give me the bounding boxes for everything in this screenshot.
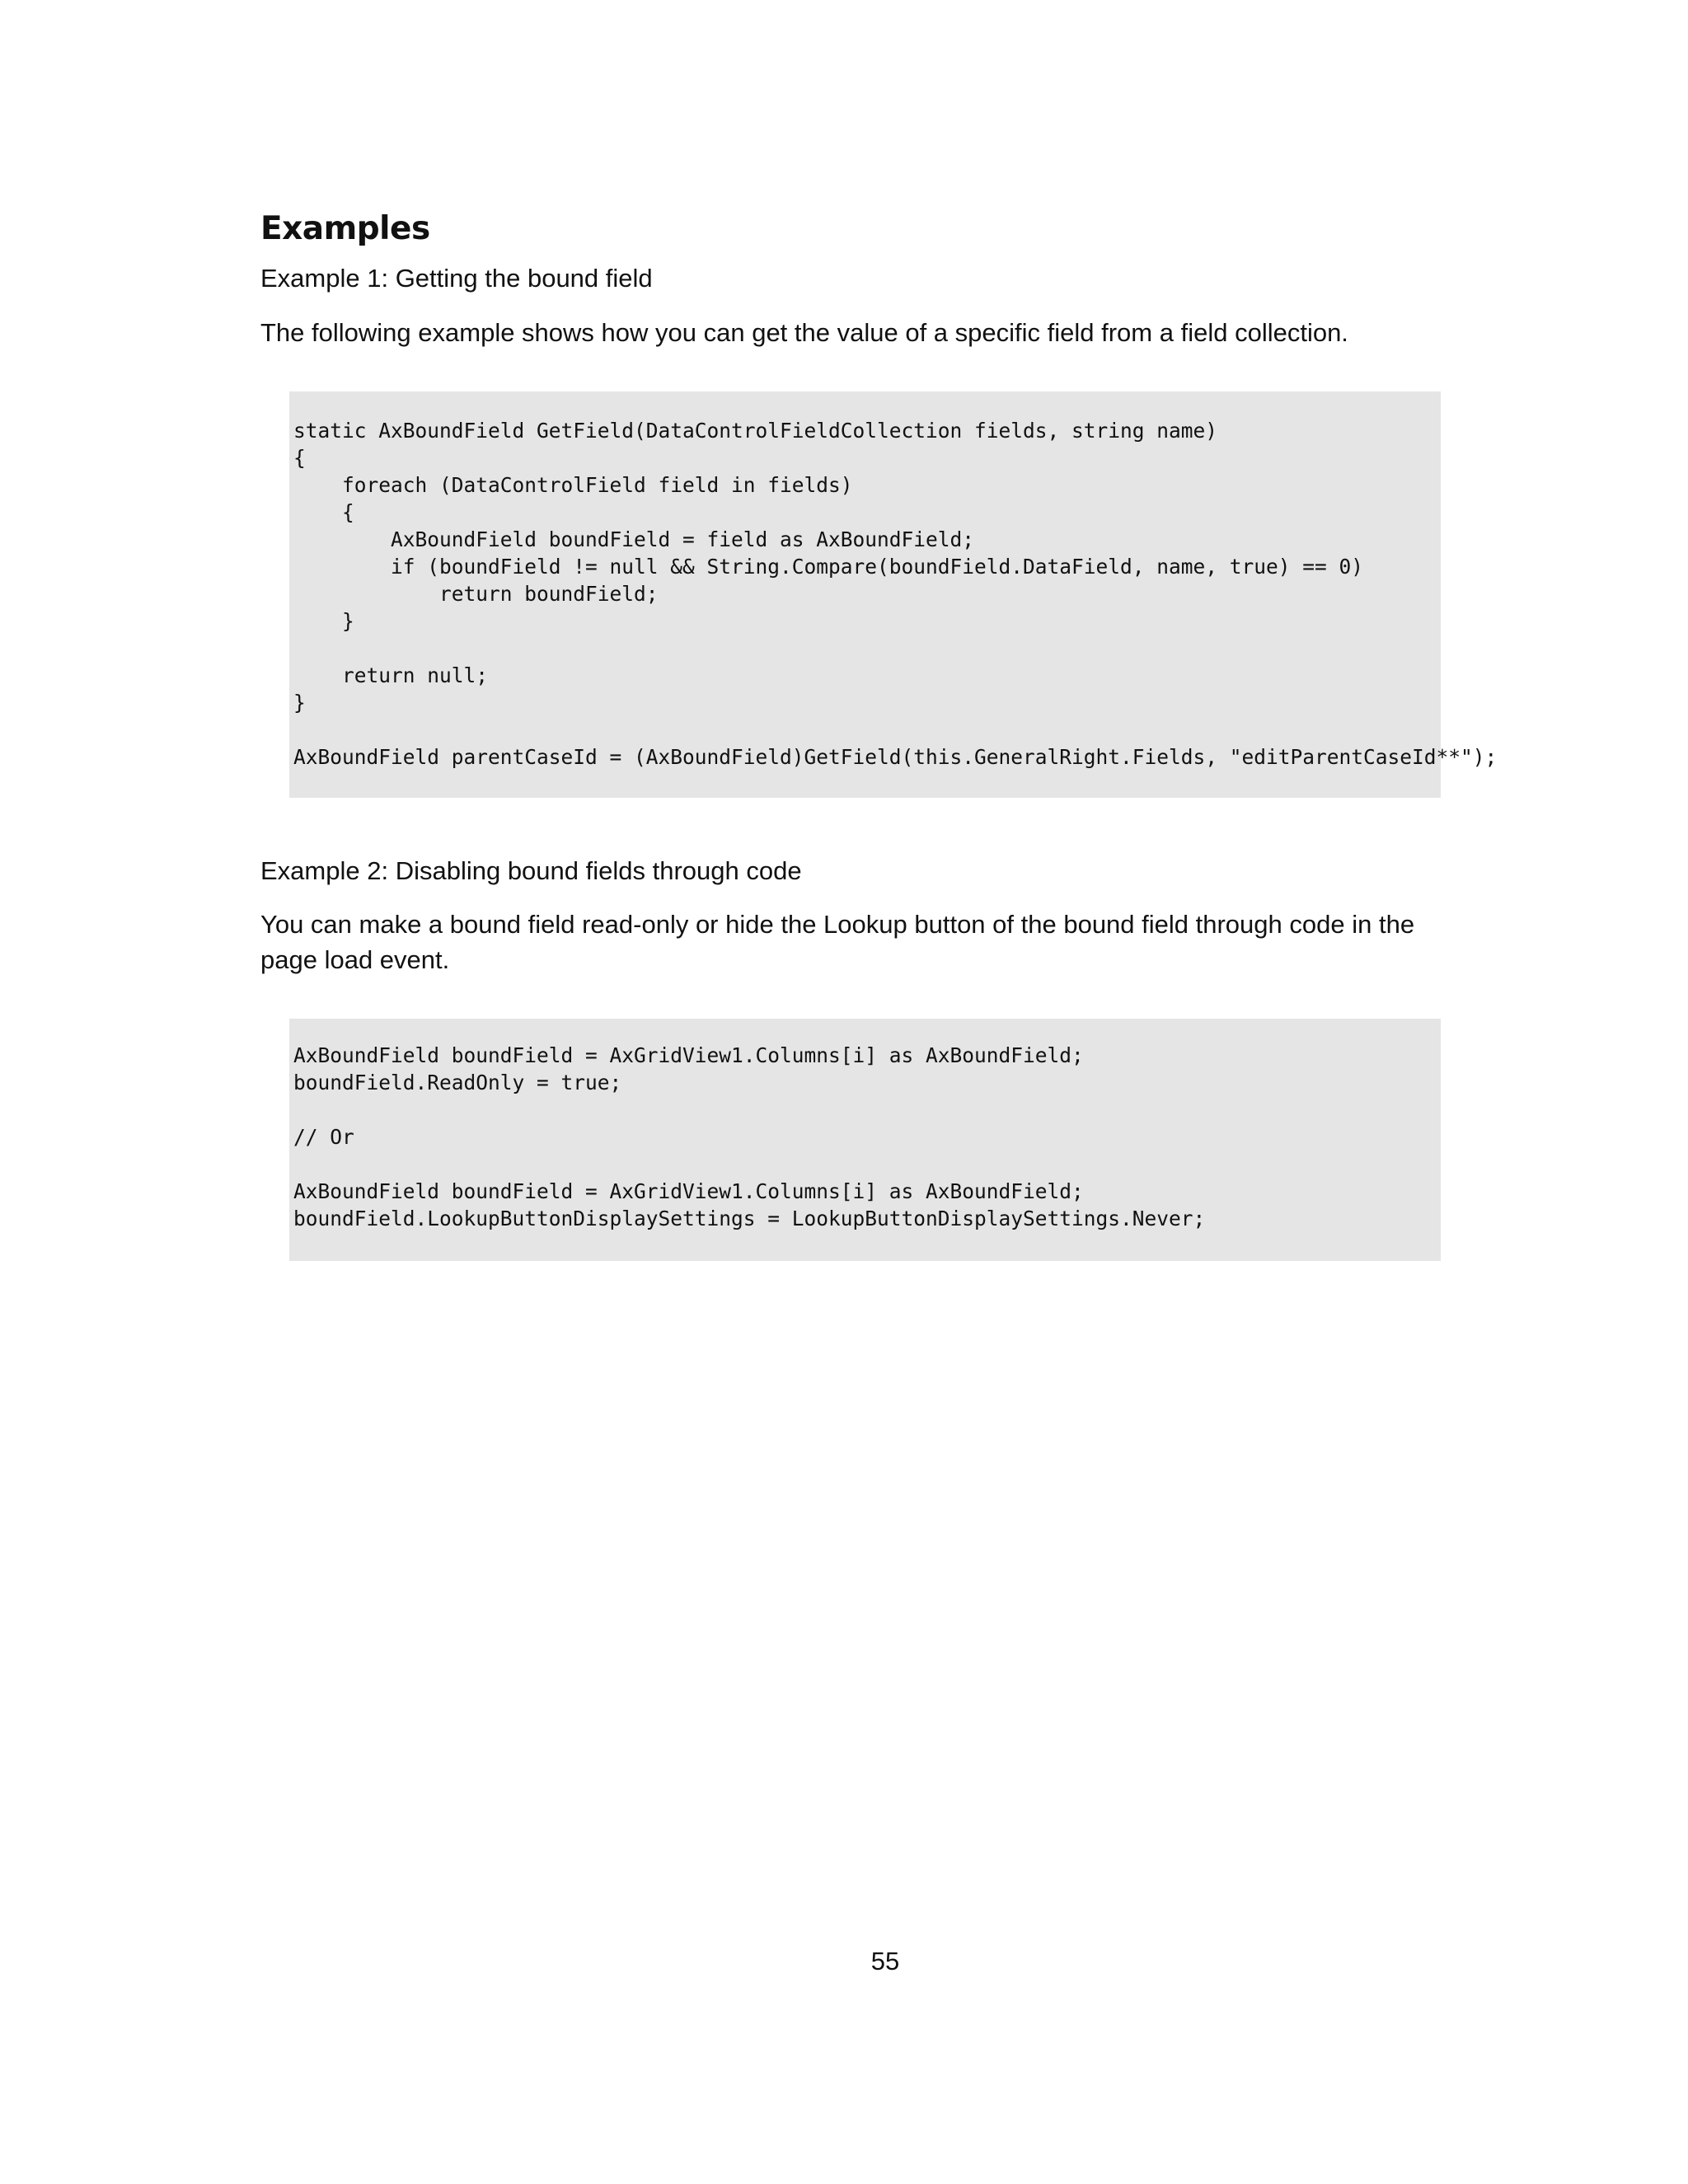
code-line: } xyxy=(293,691,306,715)
code-line: // Or xyxy=(293,1125,354,1149)
code-line: } xyxy=(293,609,354,633)
code-line: boundField.LookupButtonDisplaySettings = LookupButtonDisplaySettings.Never; xyxy=(293,1207,1206,1230)
section-heading: Examples xyxy=(260,210,430,247)
code-line: return null; xyxy=(293,663,489,687)
example-2-description: You can make a bound field read-only or hide the Lookup button of the bound field through code in the page load event. xyxy=(260,910,1415,974)
code-line xyxy=(293,1096,1441,1123)
example-1-title: Example 1: Getting the bound field xyxy=(260,264,653,293)
code-line: AxBoundField boundField = field as AxBoundField; xyxy=(293,527,975,551)
code-line: AxBoundField boundField = AxGridView1.Columns[i] as AxBoundField; xyxy=(293,1043,1084,1067)
code-line: { xyxy=(293,446,306,470)
example-1-description: The following example shows how you can get the value of a specific field from a field collection. xyxy=(260,318,1348,347)
example-2-code-block xyxy=(289,1019,1441,1261)
code-line: AxBoundField parentCaseId = (AxBoundField)GetField(this.GeneralRight.Fields, "editParentCaseId**"); xyxy=(293,745,1498,769)
code-line: boundField.ReadOnly = true; xyxy=(293,1071,622,1094)
code-line xyxy=(293,1151,1441,1178)
code-line xyxy=(293,716,1441,743)
example-1-code-block xyxy=(289,391,1498,798)
code-line: foreach (DataControlField field in fields) xyxy=(293,473,853,497)
code-line: AxBoundField boundField = AxGridView1.Columns[i] as AxBoundField; xyxy=(293,1179,1084,1203)
code-line: return boundField; xyxy=(293,582,659,606)
code-line xyxy=(293,635,1441,662)
page-number: 55 xyxy=(870,1947,900,1975)
code-line: { xyxy=(293,500,354,524)
code-line: if (boundField != null && String.Compare(boundField.DataField, name, true) == 0) xyxy=(293,555,1364,579)
code-line: static AxBoundField GetField(DataControlFieldCollection fields, string name) xyxy=(293,419,1218,443)
example-2-title: Example 2: Disabling bound fields through code xyxy=(260,856,802,885)
